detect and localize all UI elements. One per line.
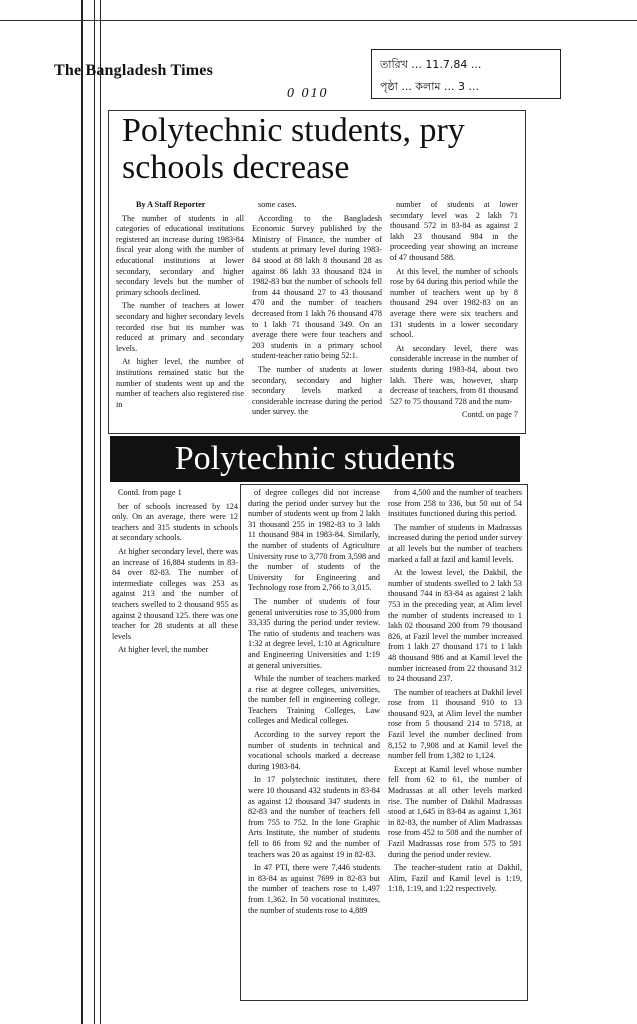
article2-column-1 xyxy=(112,488,238,659)
paragraph: The number of students in Madrassas increased during the period under survey at all levels but the number of teachers marked a fall at fazil and kamil levels. xyxy=(388,522,522,564)
paragraph: At higher level, the number xyxy=(118,645,209,655)
paragraph: In 17 polytechnic institutes, there were 10 thousand 432 students in 83-84 as against 12 thousand 347 students in 82-83 and the number of teachers fell from 755 to 752. In the lone Graphic Arts Institute, the number of students fell to 86 from 92 and the number of teachers was 20 as against 19 in 82-83. xyxy=(248,775,380,859)
paragraph: The number of students of four general universities rose to 35,000 from 33,335 during the period under review. The ratio of students and teachers was 1:32 at degree level, 1:10 at Agriculture and Engineering Universities and 1:19 at general universities. xyxy=(248,596,380,670)
article2-frame xyxy=(240,484,528,1001)
paragraph: In 47 PTI, there were 7,446 students in 83-84 as against 7699 in 82-83 but the number of teachers rose to 1,497 from 1,362. In 50 vocational institutes, the number of students rose to 4,889 xyxy=(248,863,380,915)
scan-edge-line xyxy=(100,0,101,1024)
paragraph: from 4,500 and the number of teachers rose from 258 to 336, but 50 out of 54 institutes functioned during this period. xyxy=(388,488,522,519)
continued-from-note: Contd. from page 1 xyxy=(118,488,182,497)
paragraph: The number of students in all categories of educational institutions registered an increase during 1983-84 fiscal year along with the number of educational institutions at lower secondary, secondary and higher secondary levels but the number of primary schools declined. xyxy=(116,213,244,297)
paragraph: According to the survey report the number of students in technical and vocational schools marked a decrease during 1983-84. xyxy=(248,730,380,771)
paragraph: According to the Bangladesh Economic Survey published by the Ministry of Finance, the number of students at primary level during 1983-84 stood at 88 lakh 8 thousand 28 as against 86 lakh 33 thousand 824 in 1982-83 but the number of schools fell from 44 thousand 27 to 43 thousand 470 and the number of teachers decreased from 1 lakh 76 thousand 478 to 1 lakh 71 thousand 349. On an average there were four teachers and 203 students in a primary school student-teacher ratio being 52:1. xyxy=(252,213,382,361)
paragraph: some cases. xyxy=(258,200,297,209)
scan-edge-line xyxy=(94,0,95,1024)
paragraph: The number of teachers at Dakhil level rose from 11 thousand 910 to 13 thousand 923, at Alim level the number rose from 5 thousand 214 to 5718, at Fazil level the number declined from 8,152 to 7,908 and at Kamil level the number fell from 1,382 to 1,124. xyxy=(388,687,522,761)
paragraph: At secondary level, there was considerable increase in the number of students during 1983-84, about two lakh. There was, however, sharp decrease of teachers, from 81 thousand 527 to 75 thousand 728 and the num- xyxy=(390,343,518,406)
continued-note: Contd. on page 7 xyxy=(462,410,518,420)
article2-banner: Polytechnic students xyxy=(110,436,520,482)
paragraph: At higher level, the number of institutions remained static but the number of students went up and the number of teachers also registered rise in xyxy=(116,357,244,409)
page-number: 0 010 xyxy=(287,86,329,101)
stamp-page: পৃষ্ঠা ... কলাম ... 3 ... xyxy=(380,80,479,93)
byline: By A Staff Reporter xyxy=(136,200,206,209)
paragraph: The number of teachers at lower secondary and higher secondary levels recorded rise but its number was reduced at primary and secondary levels. xyxy=(116,301,244,353)
paragraph: The teacher-student ratio at Dakhil, Alim, Fazil and Kamil level is 1:19, 1:18, 1:19, and 1:22 respectively. xyxy=(388,863,522,894)
paragraph: of degree colleges did not increase during the period under survey but the number of students went up from 2 lakh 31 thousand 255 in 1982-83 to 3 lakh 11 thousand 984 in 1983-84. Similarly, the number of students of Agriculture University rose to 3,770 from 3,598 and the number of students of the University for Engineering and Technology rose from 2,766 to 3,015. xyxy=(248,488,380,593)
newspaper-name: The Bangladesh Times xyxy=(54,62,214,79)
article1-column-1 xyxy=(116,200,244,413)
paragraph: Except at Kamil level whose number fell from 62 to 61, the number of Madrassas at all other levels marked rise. The number of Dakhil Madrassas stood at 1,645 in 83-84 as against 1,361 in 82-83, the number of Alim Madrassas rose from 452 to 508 and the number of Fazil Madrassas rose from 575 to 591 during the period under review. xyxy=(388,764,522,859)
paragraph: While the number of teachers marked a rise at degree colleges, universities, the number fell in engineering college, Teachers Training Colleges, Law colleges and Medical colleges. xyxy=(248,674,380,726)
stamp-date: তারিখ ... 11.7.84 ... xyxy=(380,58,482,71)
paragraph: number of students at lower secondary level was 2 lakh 71 thousand 572 in 83-84 as against 2 lakh 23 thousand 984 in the proceeding year showing an increase of 47 thousand 588. xyxy=(390,200,518,262)
paragraph: At higher secondary level, there was an increase of 16,884 students in 83-84 over 82-83. The number of intermediate colleges was 253 as against 213 and the number of teachers swelled to 2 thousand 955 as against 2 thousand 125. there was one teacher for 28 students at all these levels xyxy=(112,546,238,641)
paragraph: At the lowest level, the Dakhil, the number of students swelled to 2 lakh 53 thousand 744 in 83-84 as against 2 lakh 753 in the preceding year, at Alim level the number of students increased to 1 lakh 02 thousand 200 from 79 thousand 826, at Fazil level the number increased from 1 lakh 27 thousand 171 to 1 lakh 48 thousand 986 and at Kamil level the number increased from 22 thousand 312 to 24 thousand 237. xyxy=(388,568,522,684)
article1-column-3 xyxy=(390,200,518,424)
paragraph: ber of schools increased by 124 only. On an average, there were 12 teachers and 315 students in schools at secondary schools. xyxy=(112,501,238,543)
article1-column-2 xyxy=(252,200,382,421)
date-stamp xyxy=(371,49,561,99)
scan-top-line xyxy=(0,20,637,21)
article1-headline: Polytechnic students, pry schools decrease xyxy=(122,112,465,186)
paragraph: At this level, the number of schools rose by 64 during this period while the number of teachers went up by 8 thousand 294 over 1982-83 on an average there were six teachers and 131 students in a lower secondary school. xyxy=(390,266,518,340)
scan-edge-line xyxy=(81,0,83,1024)
paragraph: The number of students at lower secondary, secondary and higher secondary levels marked a considerable increase during the period under survey. the xyxy=(252,364,382,417)
